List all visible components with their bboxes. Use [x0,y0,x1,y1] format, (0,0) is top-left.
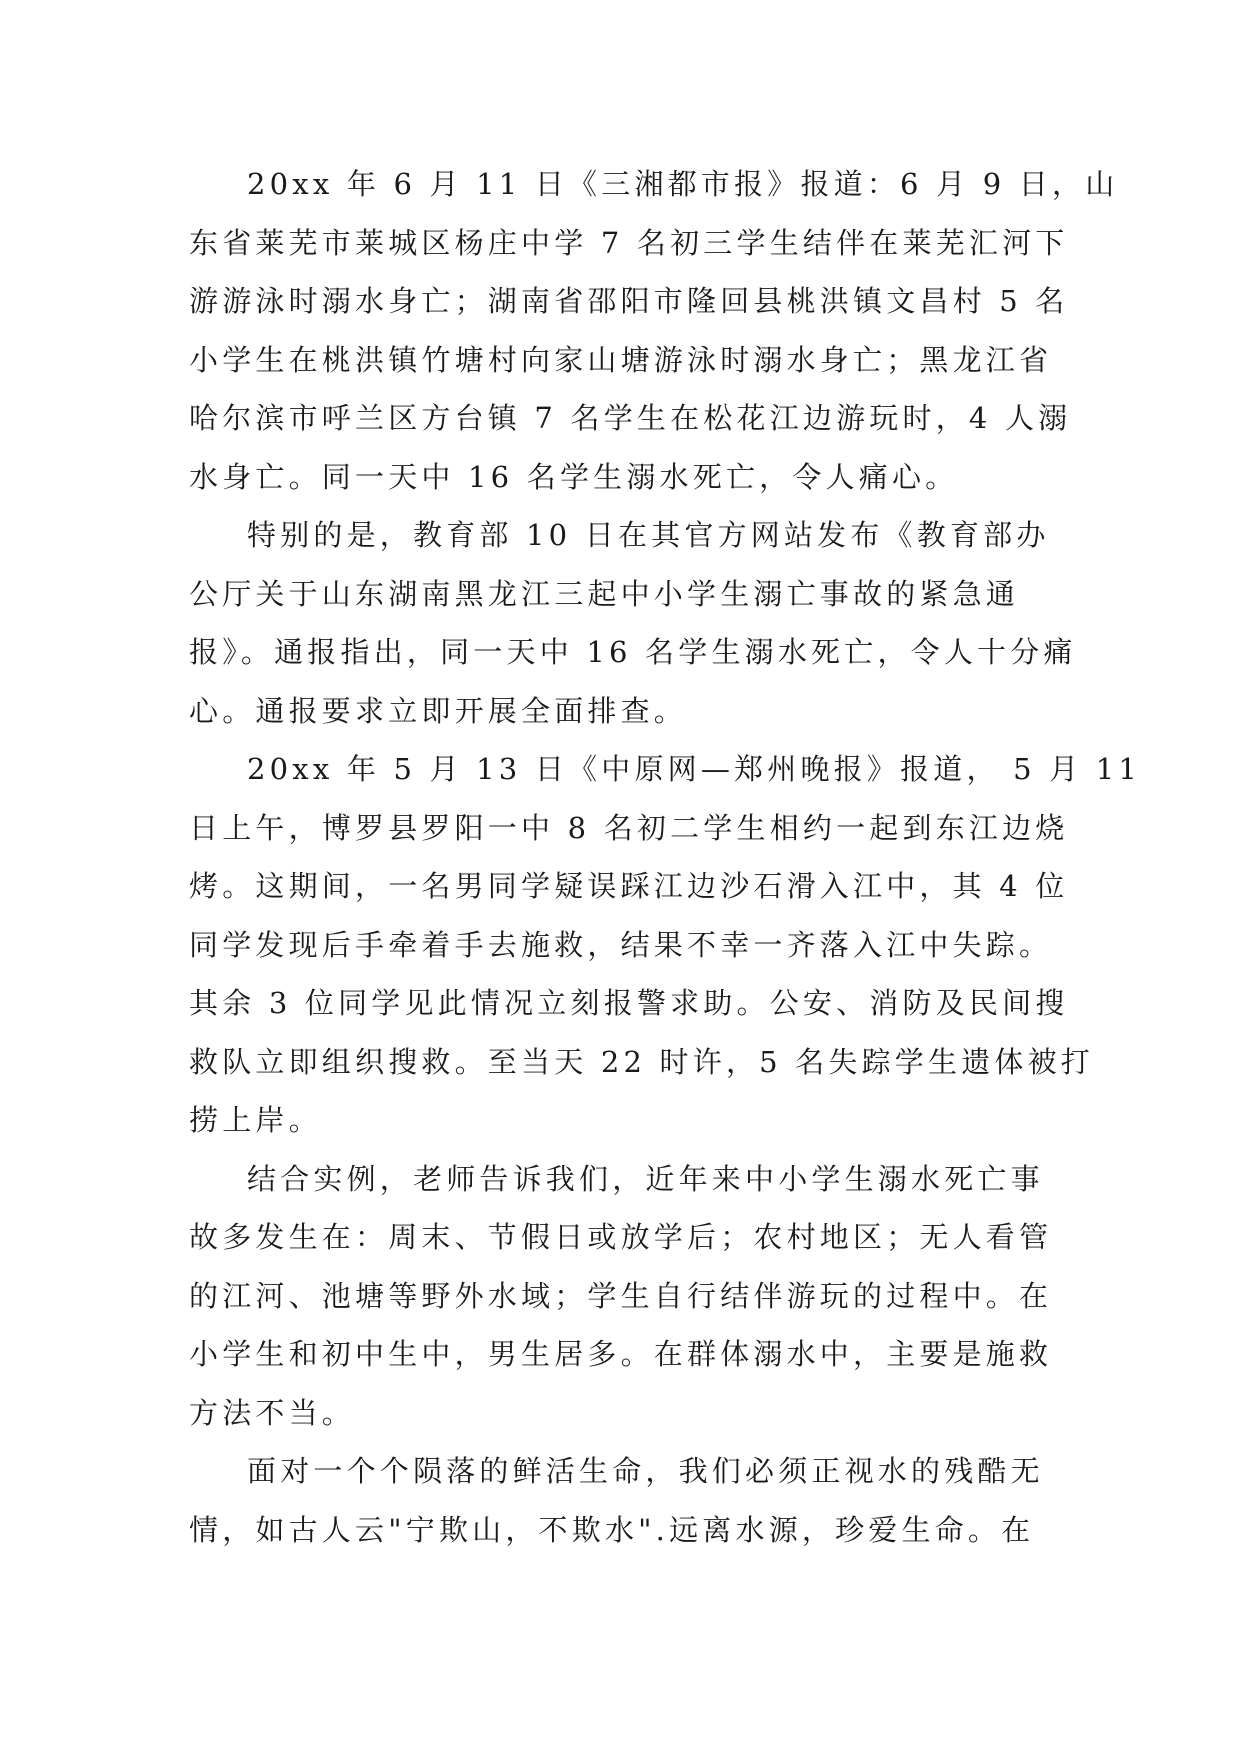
text-line: 救队立即组织搜救。至当天 22 时许，5 名失踪学生遗体被打 [189,1044,1095,1079]
paragraph-5 [189,1442,1069,1559]
text-line: 心。通报要求立即开展全面排查。 [189,693,688,728]
document-body [189,155,1142,1559]
text-line: 特别的是，教育部 10 日在其官方网站发布《教育部办 [247,518,1050,552]
text-line: 其余 3 位同学见此情况立刻报警求助。公安、消防及民间搜 [189,986,1069,1020]
text-line: 水身亡。同一天中 16 名学生溺水死亡，令人痛心。 [189,459,959,494]
text-line: 日上午，博罗县罗阳一中 8 名初二学生相约一起到东江边烧 [189,810,1069,845]
text-line: 东省莱芜市莱城区杨庄中学 7 名初三学生结伴在莱芜汇河下 [189,225,1069,260]
text-line: 报》。通报指出，同一天中 16 名学生溺水死亡，令人十分痛 [189,635,1077,669]
text-line: 小学生和初中生中，男生居多。在群体溺水中，主要是施救 [189,1337,1053,1371]
text-line: 的江河、池塘等野外水域；学生自行结伴游玩的过程中。在 [189,1278,1053,1313]
text-line: 结合实例，老师告诉我们，近年来中小学生溺水死亡事 [247,1161,1044,1196]
text-line: 方法不当。 [189,1395,356,1430]
paragraph-3 [189,740,1142,1150]
text-line: 同学发现后手牵着手去施救，结果不幸一齐落入江中失踪。 [189,927,1053,962]
text-line: 情，如古人云"宁欺山，不欺水".远离水源，珍爱生命。在 [189,1512,1035,1547]
text-line: 面对一个个陨落的鲜活生命，我们必须正视水的残酷无 [247,1454,1044,1488]
paragraph-4 [189,1150,1069,1443]
text-line: 故多发生在：周末、节假日或放学后；农村地区；无人看管 [189,1220,1053,1254]
paragraph-1 [189,155,1119,506]
paragraph-2 [189,506,1077,740]
text-line: 烤。这期间，一名男同学疑误踩江边沙石滑入江中，其 4 位 [189,869,1069,903]
text-line: 小学生在桃洪镇竹塘村向家山塘游泳时溺水身亡；黑龙江省 [189,342,1053,377]
text-line: 哈尔滨市呼兰区方台镇 7 名学生在松花江边游玩时，4 人溺 [189,401,1072,435]
text-line: 捞上岸。 [189,1103,322,1137]
text-line: 游游泳时溺水身亡；湖南省邵阳市隆回县桃洪镇文昌村 5 名 [189,284,1069,318]
text-line: 20xx 年 6 月 11 日《三湘都市报》报道：6 月 9 日，山 [247,167,1119,201]
text-line: 公厅关于山东湖南黑龙江三起中小学生溺亡事故的紧急通 [189,576,1020,611]
text-line: 20xx 年 5 月 13 日《中原网—郑州晚报》报道， 5 月 11 [247,752,1142,786]
